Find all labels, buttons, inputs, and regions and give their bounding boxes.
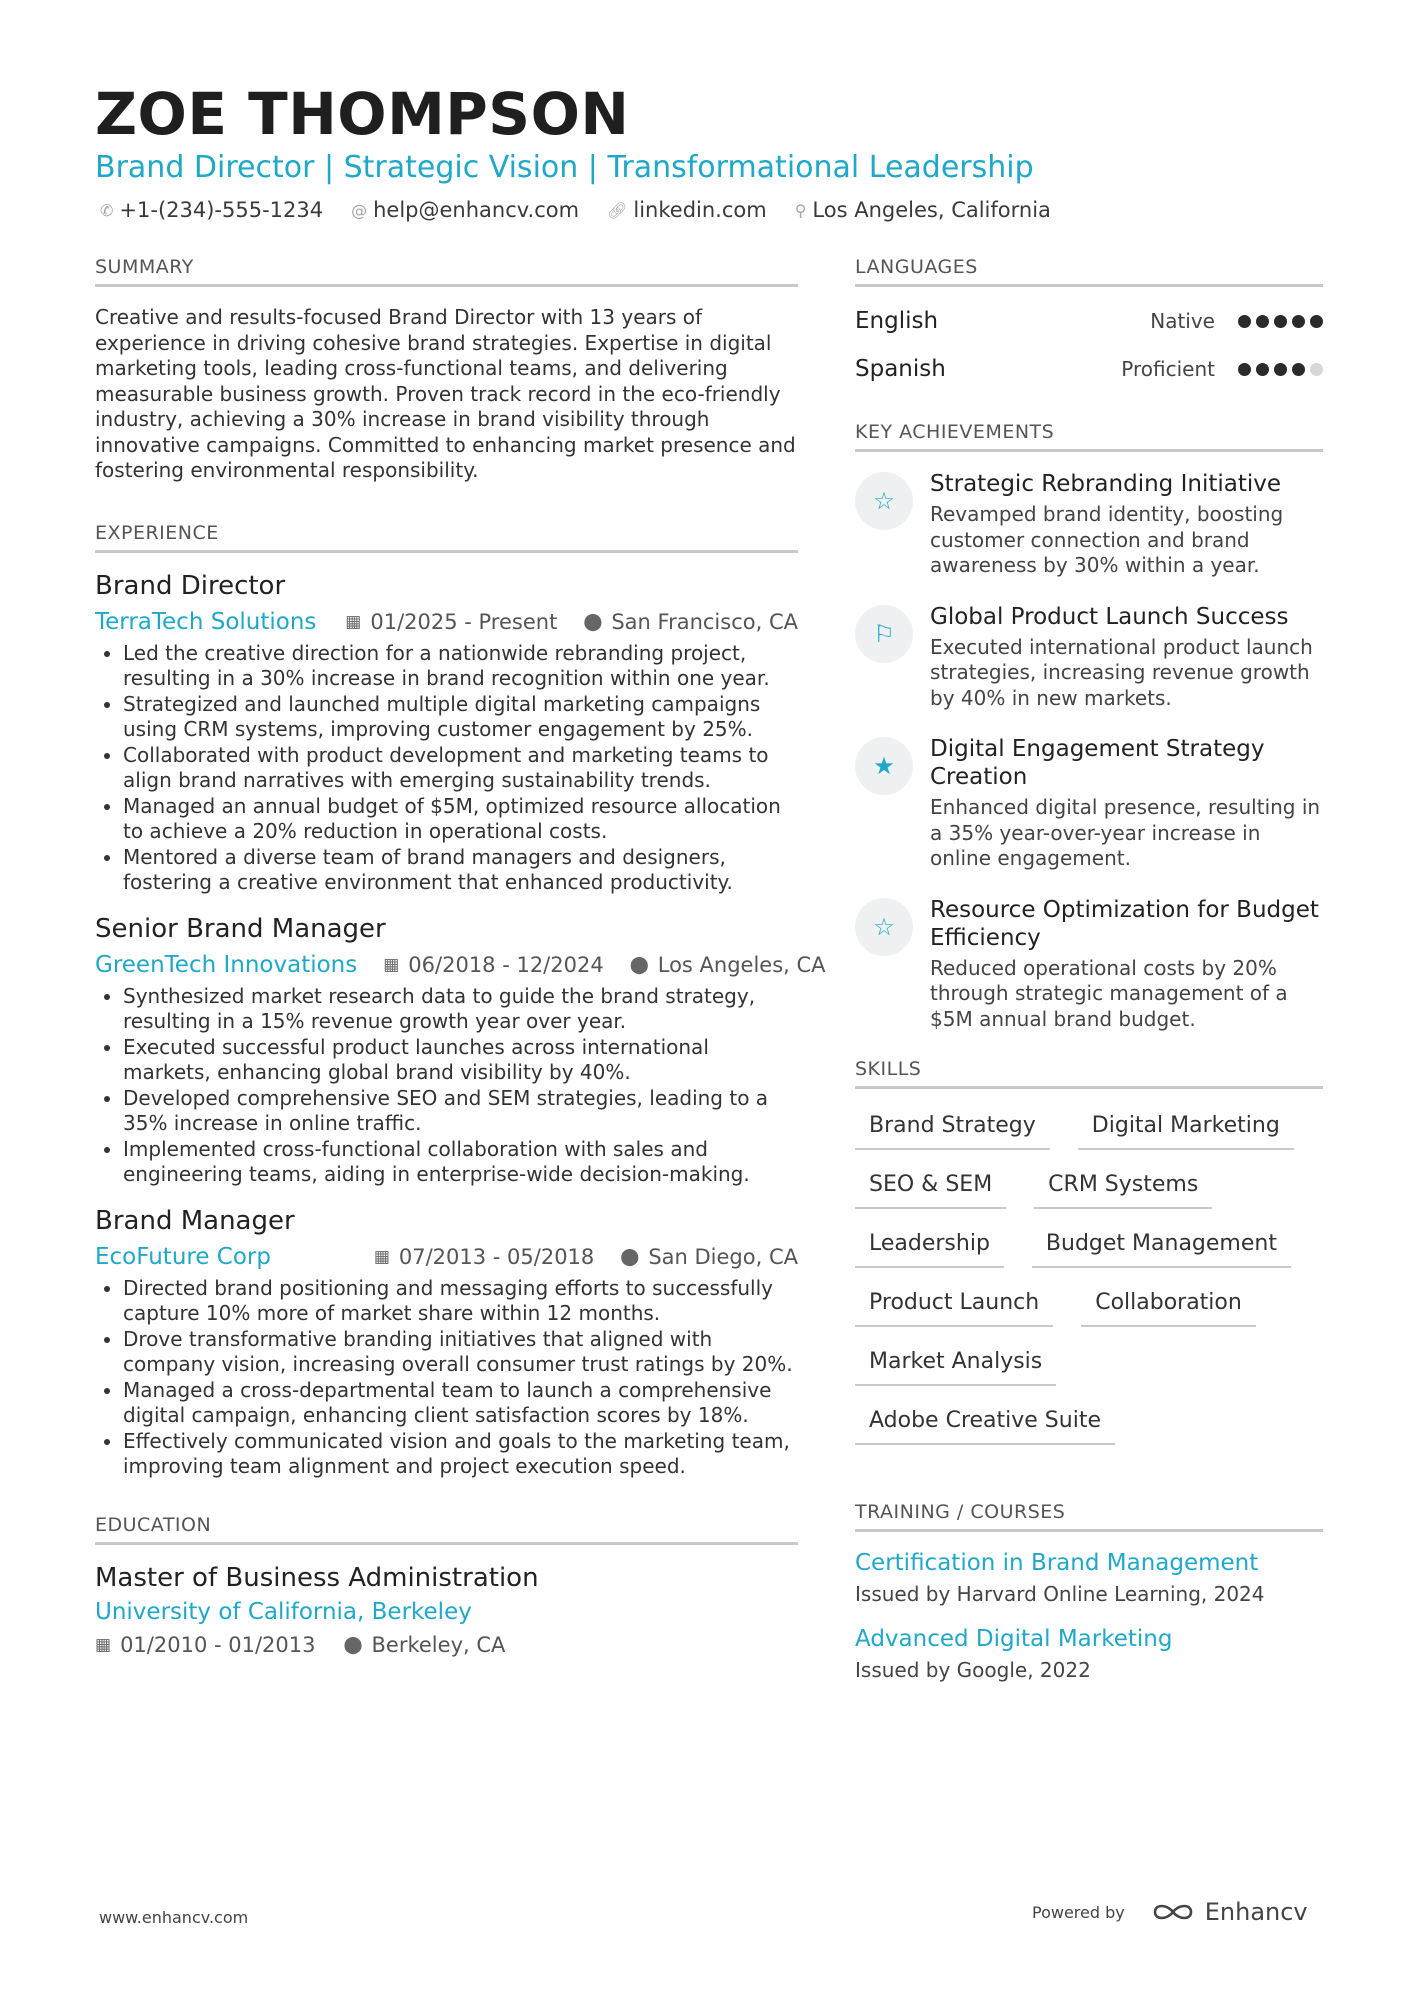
rating-dot-filled [1274,315,1287,328]
skill-tag: Product Launch [855,1284,1053,1327]
language-level: Proficient [1121,357,1215,381]
job-meta [95,951,826,978]
company-name: GreenTech Innovations [95,951,358,978]
skills-list [855,1107,1323,1461]
link-icon: 🔗︎ [607,200,628,220]
rating-dot-filled [1310,315,1323,328]
footer-branding [1032,1898,1308,1926]
course-issuer: Issued by Google, 2022 [855,1658,1091,1682]
achievement-item [855,470,1323,579]
star-outline-icon: ☆ [855,472,913,530]
achievements-list [855,470,1323,1032]
skill-tag: Adobe Creative Suite [855,1402,1115,1445]
bullet-item: • Managed an annual budget of $5M, optimized resource allocation to achieve a 20% reduction in operational costs. [123,794,798,845]
skill-tag: Leadership [855,1225,1004,1268]
bullet-item: • Drove transformative branding initiatives that aligned with company vision, increasing overall consumer trust ratings by 20%. [123,1327,798,1378]
achievement-title: Digital Engagement Strategy Creation [930,736,1265,790]
course-item [855,1550,1323,1606]
summary-text: Creative and results-focused Brand Director with 13 years of experience in driving cohesive brand strategies. Expertise in digital marketing tools, leading cross-functional teams, and delivering measurable business growth. Proven track record in the eco-friendly industry, achieving a 30% increase in brand visibility through innovative campaigns. Committed to enhancing market presence and fostering environmental responsibility. [95,305,796,482]
location-pin-icon: ⬤ [620,1246,640,1267]
education-location [343,1633,505,1657]
language-name: English [855,308,939,334]
job-title: Brand Director [95,570,286,601]
powered-by-text: Powered by [1032,1902,1125,1922]
languages-list [855,297,1323,393]
location-pin-icon: ⬤ [583,611,603,632]
education-school: University of California, Berkeley [95,1598,472,1625]
language-row [855,345,1323,393]
job-dates-text: 06/2018 - 12/2024 [408,952,604,977]
achievement-title: Global Product Launch Success [930,603,1289,630]
achievement-desc: Revamped brand identity, boosting customer connection and brand awareness by 30% within a year. [930,502,1284,577]
course-title: Certification in Brand Management [855,1550,1259,1576]
skill-tag: Brand Strategy [855,1107,1050,1150]
achievements-heading: KEY ACHIEVEMENTS [855,421,1323,452]
bullet-item: • Led the creative direction for a nationwide rebranding project, resulting in a 30% increase in brand recognition within one year. [123,641,798,692]
education-heading: EDUCATION [95,1514,798,1545]
education-meta [95,1633,798,1657]
location-pin-icon: ⬤ [629,954,649,975]
calendar-icon: ▦ [383,954,400,975]
training-heading: TRAINING / COURSES [855,1501,1323,1532]
job-bullets [95,1276,798,1480]
contact-linkedin[interactable] [607,198,767,222]
bullet-item: • Collaborated with product development and marketing teams to align brand narratives with emerging sustainability trends. [123,743,798,794]
contact-phone[interactable] [100,198,323,222]
right-column [855,256,1323,1702]
contact-location [795,198,1051,222]
bullet-item: • Synthesized market research data to guide the brand strategy, resulting in a 15% revenue growth year over year. [123,984,798,1035]
bullet-item: • Strategized and launched multiple digital marketing campaigns using CRM systems, improving customer engagement by 25%. [123,692,798,743]
skill-tag: CRM Systems [1034,1166,1212,1209]
bullet-item: • Managed a cross-departmental team to launch a comprehensive digital campaign, enhancing client satisfaction scores by 18%. [123,1378,798,1429]
achievement-title: Resource Optimization for Budget Efficiency [930,896,1319,951]
left-column [95,256,826,1657]
job-dates-text: 07/2013 - 05/2018 [398,1244,595,1269]
rating-dot-filled [1274,363,1287,376]
job-bullets [95,984,798,1188]
contact-linkedin-text: linkedin.com [633,198,767,222]
skill-tag: Market Analysis [855,1343,1056,1386]
job-bullets [95,641,798,896]
summary-heading: SUMMARY [95,256,798,287]
skill-tag: Collaboration [1081,1284,1256,1327]
rating-dot-filled [1256,363,1269,376]
skill-tag: Digital Marketing [1078,1107,1294,1150]
rating-dot-filled [1238,363,1251,376]
rating-dot-empty [1310,363,1323,376]
company-name: EcoFuture Corp [95,1243,271,1270]
phone-icon: ✆ [100,200,114,220]
calendar-icon: ▦ [345,611,362,632]
course-title: Advanced Digital Marketing [855,1626,1173,1652]
skill-tag: Budget Management [1032,1225,1291,1268]
at-icon: @ [351,200,368,220]
headline-tagline: Brand Director | Strategic Vision | Transformational Leadership [95,150,1034,185]
achievement-desc: Enhanced digital presence, resulting in a 35% year-over-year increase in online engagement. [930,795,1321,870]
education-dates [95,1633,315,1657]
education-degree: Master of Business Administration [95,1562,539,1593]
job-dates [345,610,557,634]
achievement-desc: Executed international product launch strategies, increasing revenue growth by 40% in new markets. [930,634,1313,710]
star-icon: ★ [855,737,913,795]
job-title: Senior Brand Manager [95,913,386,944]
course-issuer: Issued by Harvard Online Learning, 2024 [855,1582,1265,1606]
achievement-item [855,896,1323,1033]
languages-heading: LANGUAGES [855,256,1323,287]
bullet-item: • Implemented cross-functional collaboration with sales and engineering teams, aiding in enterprise-wide decision-making. [123,1137,798,1188]
language-name: Spanish [855,356,946,382]
language-level: Native [1150,309,1215,333]
job-location [583,610,798,634]
skills-heading: SKILLS [855,1058,1323,1089]
education-dates-text: 01/2010 - 01/2013 [120,1632,316,1657]
job-location-text: San Francisco, CA [611,609,798,634]
bullet-item: • Developed comprehensive SEO and SEM strategies, leading to a 35% increase in online traffic. [123,1086,798,1137]
star-outline-icon: ☆ [855,898,913,956]
achievement-title: Strategic Rebranding Initiative [930,471,1282,497]
bullet-item: • Executed successful product launches across international markets, enhancing global brand visibility by 40%. [123,1035,798,1086]
job-entry [95,1206,798,1480]
achievement-desc: Reduced operational costs by 20% through strategic management of a $5M annual brand budget. [930,955,1288,1031]
calendar-icon: ▦ [373,1246,390,1267]
job-location-text: Los Angeles, CA [657,952,826,977]
rating-dot-filled [1256,315,1269,328]
location-pin-icon: ⬤ [343,1634,363,1655]
language-row [855,297,1323,345]
location-icon: ⚲ [794,200,807,220]
contact-email-text: help@enhancv.com [373,198,580,222]
job-location [620,1245,798,1269]
candidate-name: ZOE THOMPSON [95,80,630,148]
job-location [630,953,826,977]
job-meta [95,609,798,635]
flag-icon: ⚐ [855,605,913,663]
bullet-item: • Directed brand positioning and messaging efforts to successfully capture 10% more of market share within 12 months. [123,1276,798,1327]
contact-phone-text: +1-(234)-555-1234 [119,198,324,222]
job-dates-text: 01/2025 - Present [370,609,558,634]
enhancv-logo-icon [1149,1900,1197,1924]
achievement-item [855,735,1323,872]
contact-bar [100,198,1079,222]
contact-location-text: Los Angeles, California [812,198,1051,222]
rating-dot-filled [1238,315,1251,328]
footer-website[interactable]: www.enhancv.com [99,1908,249,1927]
enhancv-logo-text: Enhancv [1204,1898,1308,1926]
contact-email[interactable] [351,198,579,222]
rating-dot-filled [1292,315,1305,328]
job-meta [95,1244,798,1270]
achievement-item [855,603,1323,712]
experience-heading: EXPERIENCE [95,522,798,553]
job-title: Brand Manager [95,1205,295,1236]
job-dates [383,953,603,977]
bullet-item: • Effectively communicated vision and goals to the marketing team, improving team alignment and project execution speed. [123,1429,798,1480]
bullet-item: • Mentored a diverse team of brand managers and designers, fostering a creative environment that enhanced productivity. [123,845,798,896]
language-rating [1233,315,1323,328]
education-location-text: Berkeley, CA [371,1632,506,1657]
enhancv-logo[interactable] [1149,1898,1308,1926]
job-entry [95,571,798,896]
calendar-icon: ▦ [95,1634,112,1655]
course-item [855,1626,1323,1682]
skill-tag: SEO & SEM [855,1166,1006,1209]
job-dates [374,1245,594,1269]
job-location-text: San Diego, CA [648,1244,798,1269]
rating-dot-filled [1292,363,1305,376]
job-entry [95,913,826,1188]
language-rating [1233,363,1323,376]
company-name: TerraTech Solutions [95,608,317,635]
